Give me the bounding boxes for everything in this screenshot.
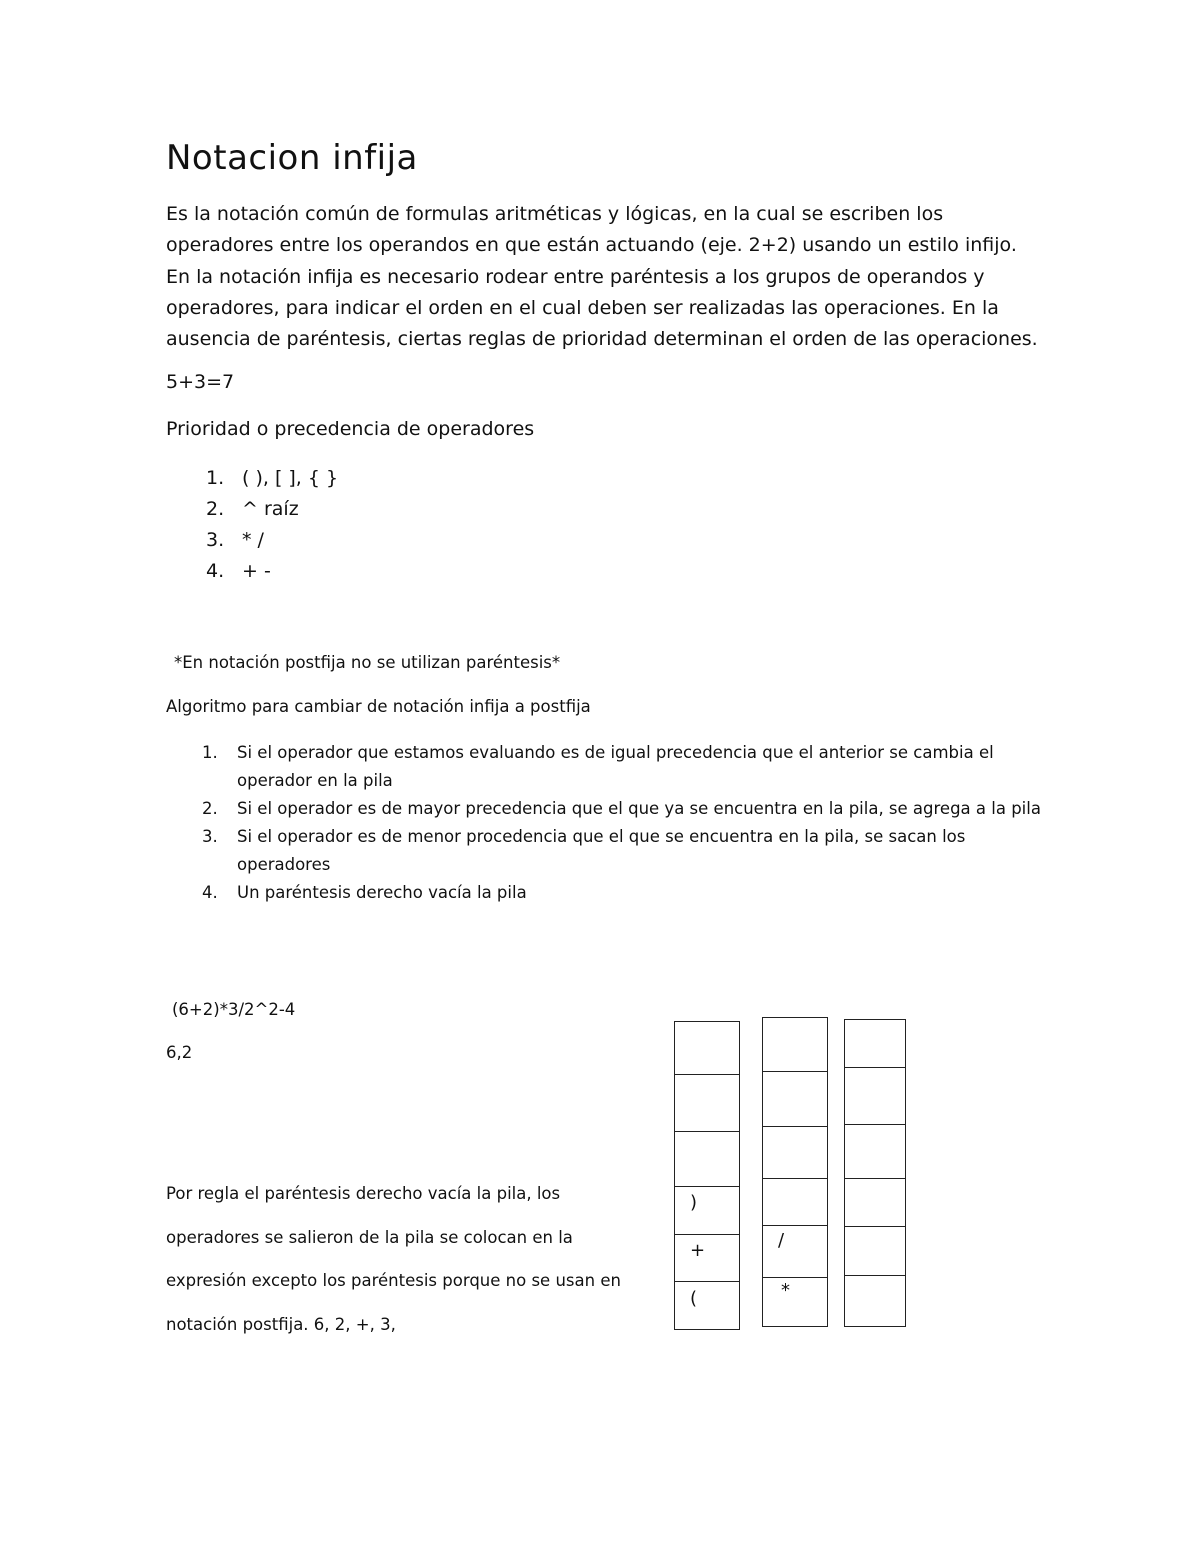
expression: (6+2)*3/2^2-4 <box>172 1000 296 1019</box>
list-item: 3. * / <box>206 529 264 551</box>
list-item: 4. Un paréntesis derecho vacía la pila <box>202 883 527 902</box>
stack-1-bottom-symbol: ( <box>690 1288 698 1309</box>
page-title: Notacion infija <box>166 138 418 178</box>
stack-diagram-2 <box>762 1017 828 1327</box>
priority-list <box>166 463 338 587</box>
priority-heading: Prioridad o precedencia de operadores <box>166 418 535 440</box>
partial-output: 6,2 <box>166 1043 193 1062</box>
list-item: 3. Si el operador es de menor procedencia que el que se encuentra en la pila, se sacan los operadores <box>202 827 966 874</box>
list-item: 1. Si el operador que estamos evaluando es de igual precedencia que el anterior se cambia el operador en la pila <box>202 743 994 790</box>
rule-explanation: Por regla el paréntesis derecho vacía la pila, los operadores se salieron de la pila se colocan en la expresión excepto los paréntesis porque no se usan en notación postfija. 6, 2, +, 3, <box>166 1184 621 1334</box>
stack-diagram-1 <box>674 1021 740 1330</box>
algorithm-heading: Algoritmo para cambiar de notación infija a postfija <box>166 697 591 716</box>
stack-2-lower-symbol: * <box>781 1280 790 1301</box>
example-equation: 5+3=7 <box>166 371 235 393</box>
algorithm-list <box>166 739 1046 907</box>
stack-1-top-symbol: ) <box>690 1192 698 1213</box>
list-item: 2. Si el operador es de mayor precedencia que el que ya se encuentra en la pila, se agrega a la pila <box>202 799 1041 818</box>
intro-paragraph: Es la notación común de formulas aritméticas y lógicas, en la cual se escriben los operadores entre los operandos en que están actuando (eje. 2+2) usando un estilo infijo. En la notación infija es necesario rodear entre paréntesis a los grupos de operandos y operadores, para indicar el orden en el cual deben ser realizadas las operaciones. En la ausencia de paréntesis, ciertas reglas de prioridad determinan el orden de las operaciones. <box>166 203 1038 351</box>
stack-diagram-3 <box>844 1019 906 1327</box>
list-item: 1. ( ), [ ], { } <box>206 467 339 489</box>
list-item: 4. + - <box>206 560 271 582</box>
stack-2-upper-symbol: / <box>778 1230 785 1251</box>
stack-1-middle-symbol: + <box>690 1240 706 1261</box>
list-item: 2. ^ raíz <box>206 498 299 520</box>
postfix-note: *En notación postfija no se utilizan paréntesis* <box>174 653 561 672</box>
